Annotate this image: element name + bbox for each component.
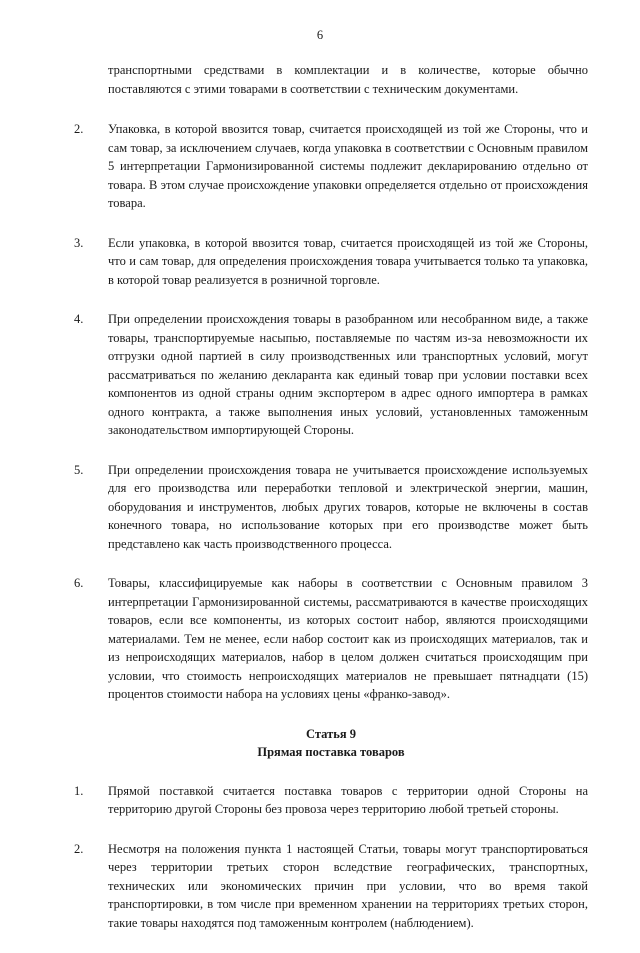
document-body xyxy=(74,61,588,953)
item-text: При определении происхождения товара не учитывается происхождение используемых для его производства или переработки тепловой и электрической энергии, машин, оборудования и инструментов, любых других товаров, которые не включены в состав конечного товара, но использование которых при его производстве может быть представлено как часть производственного процесса. xyxy=(108,462,588,551)
item-text: Несмотря на положения пункта 1 настоящей Статьи, товары могут транспортироваться через территории третьих сторон вследствие географических, транспортных, технических или экономических причин при условии, что во время такой транспортировки, в том числе при временном хранении на территориях третьих сторон, такие товары находятся под таможенным контролем (наблюдением). xyxy=(108,841,588,930)
item-number: 2. xyxy=(74,122,84,136)
list-item xyxy=(74,120,588,213)
item-number: 3. xyxy=(74,235,84,250)
list-item xyxy=(74,461,588,554)
item-number: 2. xyxy=(74,841,84,856)
item-number: 6. xyxy=(74,576,84,590)
item-number: 5. xyxy=(74,462,84,477)
article-heading xyxy=(74,725,588,762)
list-item xyxy=(74,234,588,290)
item-number: 4. xyxy=(74,312,84,326)
item-text: Упаковка, в которой ввозится товар, считается происходящей из той же Стороны, что и сам товар, за исключением случаев, когда упаковка в соответствии с Основным правилом 5 интерпретации Гармонизированной системы подлежит декларированию отдельно от товара. В этом случае происхождение упаковки определяется отдельно от происхождения товара. xyxy=(108,122,588,210)
article-title: Прямая поставка товаров xyxy=(257,745,405,759)
item-text: При определении происхождения товары в разобранном или несобранном виде, а также товары, транспортируемые насыпью, поставляемые по частям из-за невозможности их отгрузки одной партией в силу производственных или транспортных условий, могут рассматриваться по желанию декларанта как единый товар при условии поставки всех компонентов из одной страны одним экспортером в адрес одного импортера в рамках одного контракта, а также выполнения иных условий, установленных таможенным законодательством импортирующей Стороны. xyxy=(108,312,588,437)
list-item xyxy=(74,782,588,819)
item-text: Если упаковка, в которой ввозится товар, считается происходящей из той же Стороны, что и сам товар, для определения происхождения товара учитывается только та упаковка, в которой товар реализуется в розничной торговле. xyxy=(108,235,588,287)
list-item xyxy=(74,574,588,704)
page-number: 6 xyxy=(316,28,324,42)
item-number: 1. xyxy=(74,783,84,798)
continuation-paragraph: транспортными средствами в комплектации и в количестве, которые обычно поставляются с этими товарами в соответствии с техническим документами. xyxy=(108,63,588,96)
item-text: Товары, классифицируемые как наборы в соответствии с Основным правилом 3 интерпретации Гармонизированной системы, рассматриваются в качестве происходящих товаров, если все компоненты, из которых состоит набор, являются происходящими материалами. Тем не менее, если набор состоит как из происходящих материалов, так и из непроисходящих материалов, набор в целом должен считаться происходящим при условии, что стоимость непроисходящих материалов не превышает пятнадцати (15) процентов стоимости набора на условиях цены «франко-завод». xyxy=(108,576,588,701)
list-item xyxy=(74,840,588,933)
list-item xyxy=(74,310,588,440)
item-text: Прямой поставкой считается поставка товаров с территории одной Стороны на территорию другой Стороны без провоза через территорию любой третьей стороны. xyxy=(108,783,588,816)
article-number: Статья 9 xyxy=(306,726,356,741)
